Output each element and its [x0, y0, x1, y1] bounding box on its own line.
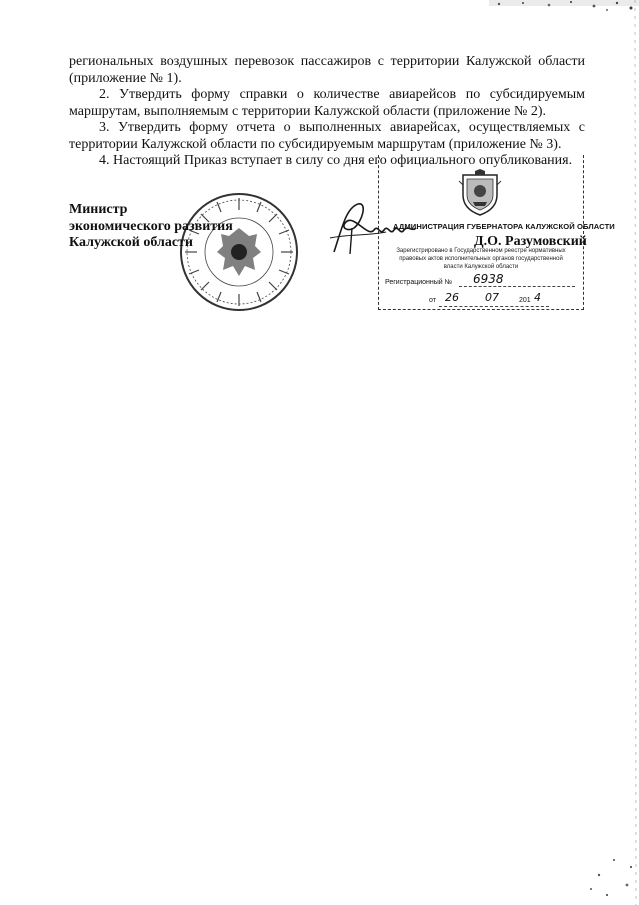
signatory-name: Д.О. Разумовский: [474, 234, 587, 249]
coat-of-arms-icon: [455, 169, 505, 217]
scan-artifact-top-right: [489, 0, 639, 18]
stamp-date-day: 26: [445, 291, 459, 304]
stamp-date-label: от: [429, 297, 436, 304]
stamp-date-month: 07: [485, 291, 499, 304]
stamp-organization: АДМИНИСТРАЦИЯ ГУБЕРНАТОРА КАЛУЖСКОЙ ОБЛАСТИ: [393, 222, 615, 231]
scan-artifact-right-edge: [631, 0, 639, 905]
scan-artifact-bottom-right: [579, 845, 639, 905]
handwritten-signature: [328, 198, 418, 256]
signatory-title-line-1: Министр: [69, 202, 128, 217]
paragraph-2: 2. Утвердить форму справки о количестве авиарейсов по субсидируемым маршрутам, выполняемым с территории Калужской области (приложение № 2).: [69, 87, 585, 119]
signatory-title-line-3: Калужской области: [69, 235, 193, 250]
stamp-reg-label: Регистрационный №: [385, 279, 453, 286]
stamp-date-year-suffix: 4: [534, 291, 541, 304]
stamp-registration-note: Зарегистрировано в Государственном реестре нормативных правовых актов исполнительных органов государственной власти Калужской области: [396, 248, 566, 270]
paragraph-3: 3. Утвердить форму отчета о выполненных авиарейсах, осуществляемых с территории Калужской области по субсидируемым маршрутам (приложение № 3).: [69, 120, 585, 152]
stamp-reg-underline: [459, 286, 575, 287]
signatory-title: [69, 202, 233, 252]
paragraph-1: региональных воздушных перевозок пассажиров с территории Калужской области (приложение № 1).: [69, 54, 585, 86]
paragraph-4: 4. Настоящий Приказ вступает в силу со дня его официального опубликования.: [99, 153, 573, 168]
stamp-reg-number: 6938: [473, 272, 504, 286]
stamp-date-underline: [439, 306, 549, 307]
stamp-date-year-prefix: 201: [519, 297, 531, 304]
order-body-text: [69, 54, 585, 170]
signatory-title-line-2: экономического развития: [69, 218, 233, 234]
